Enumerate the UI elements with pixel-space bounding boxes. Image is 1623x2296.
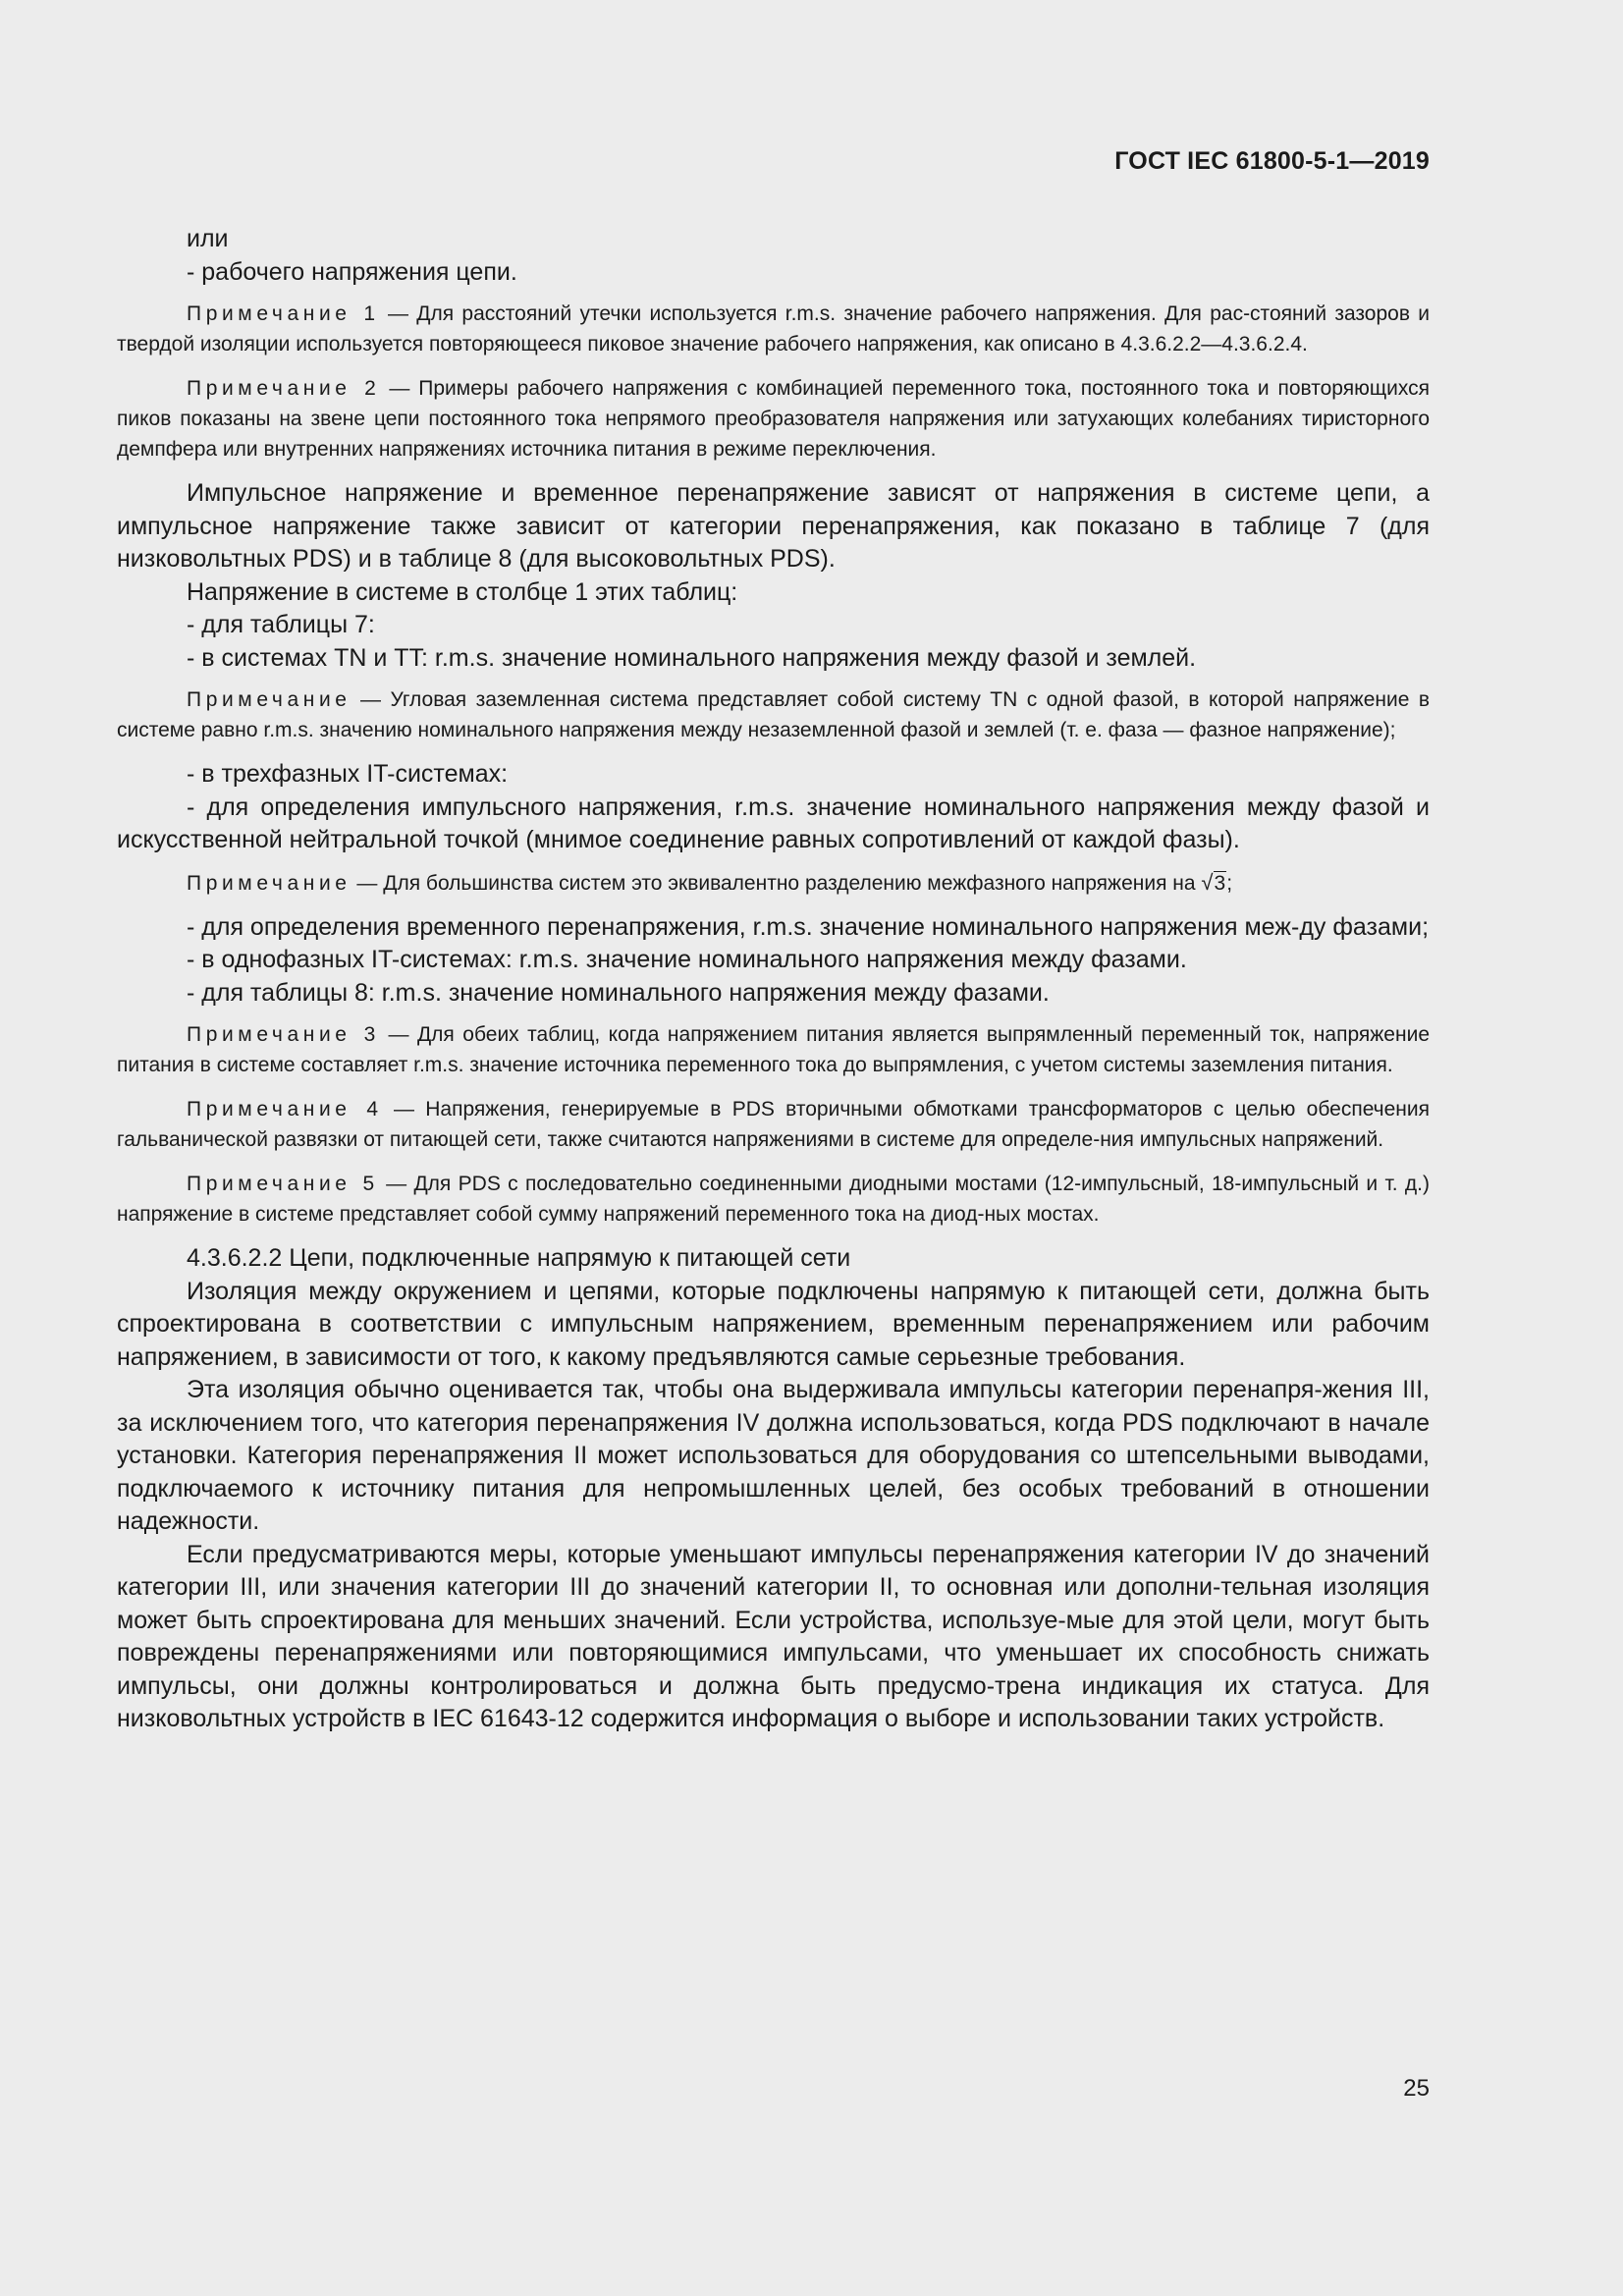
sqrt-formula [1201,869,1226,895]
note-label: Примечание [187,871,352,895]
note-text: — Для большинства систем это эквивалентно разделению межфазного напряжения на [351,871,1202,895]
note-text: — Для PDS с последовательно соединенными диодными мостами (12-импульсный, 18-импульсный и т. д.) напряжение в системе представляет собой сумму напряжений переменного тока на диод-ных мостах. [117,1173,1431,1226]
note-tn-system [117,684,1430,745]
note-end: ; [1226,871,1233,895]
note-label: Примечание 3 [187,1023,380,1046]
note-label: Примечание 4 [187,1098,383,1121]
paragraph: Изоляция между окружением и цепями, которые подключены напрямую к питающей сети, должна быть спроектирована в соответствии с импульсным напряжением, временным перенапряжением или рабочим напряжением, в зависимости от того, к какому предъявляются самые серьезные требования. [117,1277,1430,1371]
note-label: Примечание 2 [187,377,381,400]
page-number: 25 [1403,2075,1430,2102]
document-header-id: ГОСТ IEC 61800-5-1—2019 [1114,147,1430,175]
list-item: - в трехфазных IT-системах: [187,760,509,788]
sqrt-sign: √ [1201,869,1214,895]
list-item: - в системах TN и TT: r.m.s. значение номинального напряжения между фазой и землей. [187,643,1197,672]
paragraph: Импульсное напряжение и временное перенапряжение зависят от напряжения в системе цепи, а импульсное напряжение также зависит от категории перенапряжения, как показано в таблице 7 (для низковольтных PDS) и в таблице 8 (для высоковольтных PDS). [117,479,1430,573]
note-text: — Угловая заземленная система представляет собой систему TN с одной фазой, в которой напряжение в системе равно r.m.s. значению номинального напряжения между незаземленной фазой и землей (т. е. фаза — фазное напряжение); [117,688,1430,741]
list-item: - для таблицы 8: r.m.s. значение номинального напряжения между фазами. [187,978,1050,1007]
note-2 [117,373,1430,465]
text-line-or: или [187,225,229,252]
sqrt-number: 3 [1214,871,1226,895]
note-text: — Примеры рабочего напряжения с комбинацией переменного тока, постоянного тока и повторяющихся пиков показаны на звене цепи постоянного тока непрямого преобразователя напряжения или затухающих колебаниях тиристорного демпфера или внутренних напряжениях источника питания в режиме переключения. [117,377,1431,461]
note-label: Примечание 1 [187,302,380,325]
note-text: — Напряжения, генерируемые в PDS вторичными обмотками трансформаторов с целью обеспечения гальванической развязки от питающей сети, также считаются напряжениями в системе для определе-ния импульсных напряжений. [117,1098,1431,1151]
note-3 [117,1019,1430,1080]
paragraph: Эта изоляция обычно оценивается так, чтобы она выдерживала импульсы категории перенапря-жения III, за исключением того, что категория перенапряжения IV должна использоваться, когда PDS подключают в начале установки. Категория перенапряжения II может использоваться для оборудования со штепсельными выводами, подключаемого к источнику питания для непромышленных целей, без особых требований в отношении надежности. [117,1376,1430,1535]
section-heading: 4.3.6.2.2 Цепи, подключенные напрямую к питающей сети [187,1244,851,1272]
note-text: — Для обеих таблиц, когда напряжением питания является выпрямленный переменный ток, напряжение питания в системе составляет r.m.s. значение источника переменного тока до выпрямления, с учетом системы заземления питания. [117,1023,1430,1076]
list-item: - рабочего напряжения цепи. [187,257,517,286]
list-item: - для определения временного перенапряжения, r.m.s. значение номинального напряжения меж-ду фазами; [187,912,1430,941]
note-sqrt3 [117,867,1430,899]
note-4 [117,1094,1430,1155]
paragraph: Если предусматриваются меры, которые уменьшают импульсы перенапряжения категории IV до значений категории III, или значения категории III до значений категории II, то основная или дополни-тельная изоляция может быть спроектирована для меньших значений. Если устройства, используе-мые для этой цели, могут быть повреждены перенапряжениями или повторяющимися импульсами, что уменьшает их способность снижать импульсы, они должны контролироваться и должна быть предусмо-трена индикация их статуса. Для низковольтных устройств в IEC 61643-12 содержится информация о выборе и использовании таких устройств. [117,1540,1430,1732]
paragraph: Напряжение в системе в столбце 1 этих таблиц: [187,577,738,606]
list-item: - для таблицы 7: [187,611,375,638]
note-5 [117,1169,1430,1230]
note-label: Примечание 5 [187,1173,379,1195]
list-item: - для определения импульсного напряжения, r.m.s. значение номинального напряжения между фазой и искусственной нейтральной точкой (мнимое соединение равных сопротивлений от каждой фазы). [117,793,1430,853]
document-body [117,223,1430,1736]
note-1 [117,299,1430,359]
note-label: Примечание [187,688,352,711]
list-item: - в однофазных IT-системах: r.m.s. значение номинального напряжения между фазами. [187,946,1187,973]
note-text: — Для расстояний утечки используется r.m.s. значение рабочего напряжения. Для рас-стояний зазоров и твердой изоляции используется повторяющееся пиковое значение рабочего напряжения, как описано в 4.3.6.2.2—4.3.6.2.4. [117,302,1431,355]
